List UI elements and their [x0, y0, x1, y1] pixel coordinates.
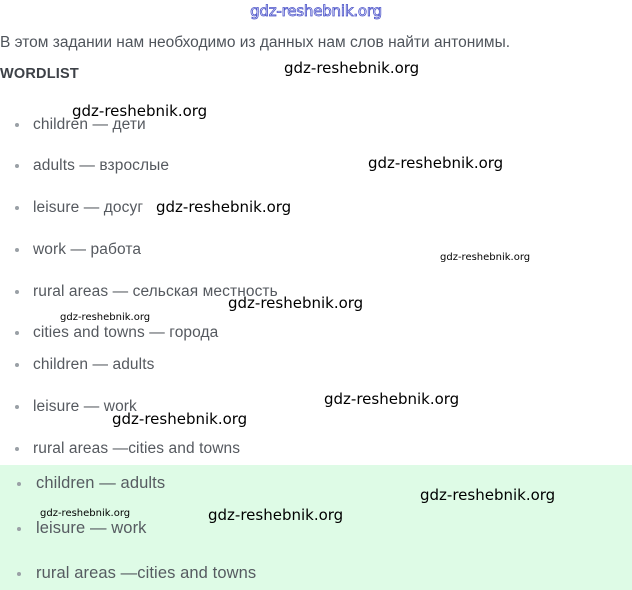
bullet-icon [15, 290, 19, 294]
list-item-label: children — adults [33, 356, 155, 373]
watermark: gdz-reshebnik.org [420, 486, 556, 504]
list-item-label: leisure — досуг [33, 199, 144, 216]
bullet-icon [17, 572, 21, 576]
watermark: gdz-reshebnik.org [40, 508, 131, 519]
list-item-label: work — работа [33, 241, 142, 258]
watermark: gdz-reshebnik.org [156, 198, 292, 216]
answer-item-label: rural areas —cities and towns [36, 564, 257, 582]
watermark: gdz-reshebnik.org [72, 102, 208, 120]
answer-item-label: children — adults [36, 474, 166, 492]
bullet-icon [15, 206, 19, 210]
site-header-watermark: gdz-reshebnik.org [250, 2, 382, 20]
list-item-label: rural areas — сельская местность [33, 283, 278, 300]
answer-item-label: leisure — work [36, 519, 147, 537]
bullet-icon [17, 482, 21, 486]
bullet-icon [17, 527, 21, 531]
bullet-icon [15, 447, 19, 451]
bullet-icon [15, 363, 19, 367]
watermark: gdz-reshebnik.org [208, 506, 344, 524]
list-item-label: children — дети [33, 116, 146, 133]
bullet-icon [15, 405, 19, 409]
watermark: gdz-reshebnik.org [112, 410, 248, 428]
wordlist-heading: WORDLIST [0, 66, 79, 82]
bullet-icon [15, 331, 19, 335]
list-item-label: adults — взрослые [33, 157, 170, 174]
list-item-label: leisure — work [33, 398, 137, 415]
watermark: gdz-reshebnik.org [228, 294, 364, 312]
answer-box [0, 465, 632, 590]
watermark: gdz-reshebnik.org [368, 154, 504, 172]
watermark: gdz-reshebnik.org [324, 390, 460, 408]
bullet-icon [15, 123, 19, 127]
watermark: gdz-reshebnik.org [284, 59, 420, 77]
list-item-label: cities and towns — города [33, 324, 219, 341]
bullet-icon [15, 164, 19, 168]
bullet-icon [15, 248, 19, 252]
watermark: gdz-reshebnik.org [60, 312, 151, 323]
list-item-label: rural areas —cities and towns [33, 440, 241, 457]
watermark: gdz-reshebnik.org [440, 252, 531, 263]
intro-text: В этом задании нам необходимо из данных нам слов найти антонимы. [0, 34, 511, 51]
